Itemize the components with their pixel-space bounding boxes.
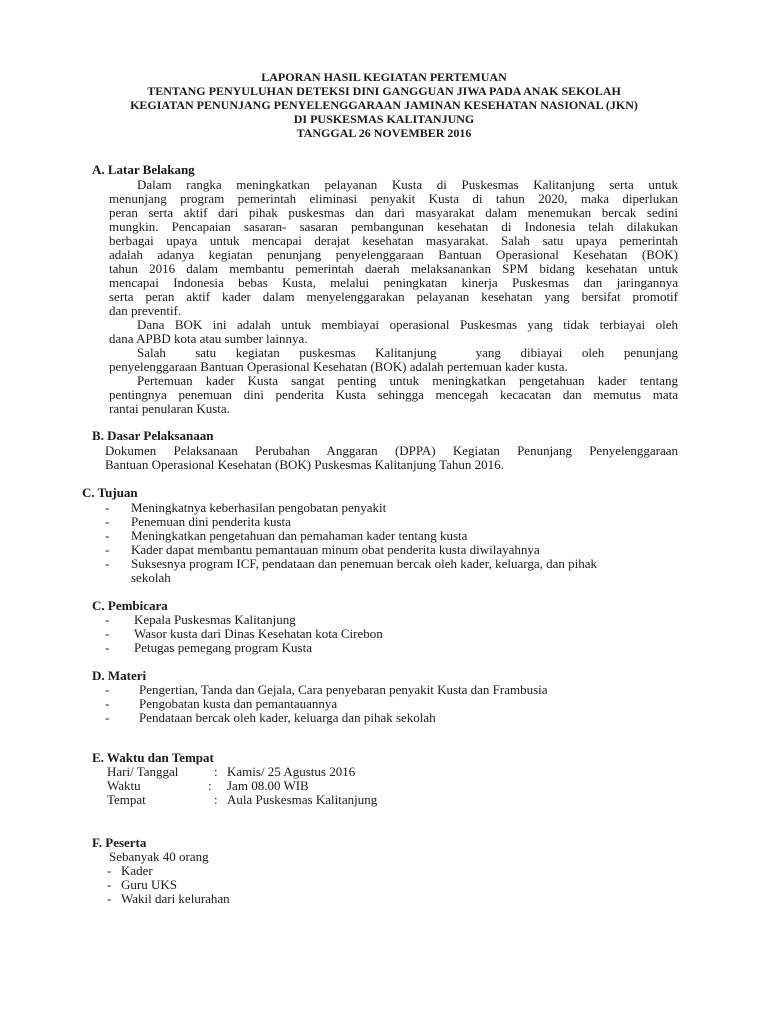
list-item-text: Pendataan bercak oleh kader, keluarga dan pihak sekolah	[139, 710, 436, 725]
dash-bullet: -	[107, 877, 112, 892]
list-item-text: Pengertian, Tanda dan Gejala, Cara penyebaran penyakit Kusta dan Frambusia	[139, 682, 548, 697]
section-waktu-tempat	[0, 751, 768, 807]
dash-bullet: -	[105, 556, 110, 571]
text-line: Salah satu kegiatan puskesmas Kalitanjung yang dibiayai oleh penunjang	[137, 345, 678, 360]
list-item	[0, 529, 768, 543]
peserta-list	[0, 864, 768, 906]
title-line-4: DI PUSKESMAS KALITANJUNG	[293, 112, 475, 126]
title-line-5: TANGGAL 26 NOVEMBER 2016	[296, 126, 472, 140]
list-item	[0, 892, 768, 906]
section-latar-belakang	[0, 163, 768, 177]
text-line: Dokumen Pelaksanaan Perubahan Anggaran (DPPA) Kegiatan Penunjang Penyelenggaraan	[105, 443, 678, 458]
info-separator: :	[214, 792, 218, 807]
info-value: Jam 08.00 WIB	[227, 778, 309, 793]
list-item	[0, 641, 768, 655]
latar-paragraph-2	[109, 318, 678, 346]
text-line: adalah adanya kegiatan penunjang penyelenggaraan Bantuan Operasional Kesehatan (BOK)	[109, 247, 678, 262]
text-line: serta peran aktif kader dalam menyelenggarakan pelayanan kesehatan yang bersifat promotif	[109, 289, 678, 304]
info-separator: :	[214, 764, 218, 779]
list-item	[0, 697, 768, 711]
text-line: Dalam rangka meningkatkan pelayanan Kusta di Puskesmas Kalitanjung serta untuk	[137, 177, 678, 192]
text-line: Dana BOK ini adalah untuk membiayai operasional Puskesmas yang tidak terbiayai oleh	[137, 317, 678, 332]
info-row	[0, 779, 768, 793]
dash-bullet: -	[105, 696, 110, 711]
pembicara-list	[0, 613, 768, 655]
list-item-text: Wasor kusta dari Dinas Kesehatan kota Cirebon	[134, 626, 383, 641]
list-item	[0, 543, 768, 557]
section-heading: E. Waktu dan Tempat	[92, 750, 214, 765]
title-line-3: KEGIATAN PENUNJANG PENYELENGGARAAN JAMINAN KESEHATAN NASIONAL (JKN)	[130, 98, 638, 112]
section-heading: C. Tujuan	[82, 485, 138, 500]
text-line: Pertemuan kader Kusta sangat penting untuk meningkatkan pengetahuan kader tentang	[137, 373, 678, 388]
info-row	[0, 765, 768, 779]
info-label: Waktu	[107, 778, 141, 793]
text-line: penyelenggaraan Bantuan Operasional Kesehatan (BOK) adalah pertemuan kader kusta.	[109, 359, 568, 374]
info-value: Aula Puskesmas Kalitanjung	[227, 792, 378, 807]
list-item	[0, 878, 768, 892]
dash-bullet: -	[105, 542, 110, 557]
latar-paragraph-1	[109, 178, 678, 318]
list-item-text: Petugas pemegang program Kusta	[134, 640, 312, 655]
list-item-text: Wakil dari kelurahan	[121, 891, 230, 906]
text-line: dan preventif.	[109, 303, 182, 318]
info-row	[0, 793, 768, 807]
list-item	[0, 557, 768, 571]
section-heading: B. Dasar Pelaksanaan	[92, 428, 214, 443]
dash-bullet: -	[105, 612, 110, 627]
section-heading: D. Materi	[92, 668, 147, 683]
title-line-2: TENTANG PENYULUHAN DETEKSI DINI GANGGUAN JIWA PADA ANAK SEKOLAH	[147, 84, 621, 98]
text-line: tahun 2016 dalam membantu pemerintah daerah melaksanankan SPM bidang kesehatan untuk	[109, 261, 678, 276]
list-item-text: Kepala Puskesmas Kalitanjung	[134, 612, 296, 627]
text-line: pentingnya penemuan dini penderita Kusta sehingga mencegah kecacatan dan memutus mata	[109, 387, 678, 402]
dash-bullet: -	[107, 863, 112, 878]
list-item-text: Suksesnya program ICF, pendataan dan penemuan bercak oleh kader, keluarga, dan pihak	[131, 556, 598, 571]
text-line: peran serta aktif dari pihak puskesmas dan dari masyarakat dalam menemukan bercak sedini	[109, 205, 678, 220]
list-item	[0, 711, 768, 725]
list-item	[0, 627, 768, 641]
text-line: menunjang program pemerintah eliminasi penyakit Kusta di tahun 2020, maka diperlukan	[109, 191, 678, 206]
section-heading: C. Pembicara	[92, 598, 168, 613]
section-heading: F. Peserta	[92, 835, 147, 850]
latar-paragraph-4	[109, 374, 678, 416]
dash-bullet: -	[105, 626, 110, 641]
info-value: Kamis/ 25 Agustus 2016	[227, 764, 356, 779]
list-item-text: Guru UKS	[121, 877, 177, 892]
list-item-text: Penemuan dini penderita kusta	[131, 514, 291, 529]
dash-bullet: -	[105, 500, 110, 515]
text-line: Bantuan Operasional Kesehatan (BOK) Puskesmas Kalitanjung Tahun 2016.	[105, 457, 504, 472]
list-item-text: Meningkatkan pengetahuan dan pemahaman kader tentang kusta	[131, 528, 468, 543]
materi-list	[0, 683, 768, 725]
report-title	[0, 70, 768, 140]
dash-bullet: -	[105, 514, 110, 529]
text-line: mencapai Indonesia bebas Kusta, melalui peningkatan kinerja Puskesmas dan jaringannya	[109, 275, 678, 290]
section-materi	[0, 669, 768, 725]
list-item-text: Kader	[121, 863, 153, 878]
text-line: dana APBD kota atau sumber lainnya.	[109, 331, 308, 346]
dash-bullet: -	[105, 640, 110, 655]
dash-bullet: -	[107, 891, 112, 906]
section-dasar-pelaksanaan	[0, 429, 768, 443]
dasar-paragraph	[105, 444, 678, 472]
list-item-text: Kader dapat membantu pemantauan minum obat penderita kusta diwilayahnya	[131, 542, 540, 557]
latar-paragraph-3	[109, 346, 678, 374]
section-tujuan	[0, 486, 768, 585]
info-separator: :	[208, 778, 212, 793]
text-line: berbagai upaya untuk mencapai derajat kesehatan masyarakat. Salah satu upaya pemerintah	[109, 233, 678, 248]
list-item-text: Pengobatan kusta dan pemantauannya	[139, 696, 338, 711]
dash-bullet: -	[105, 710, 110, 725]
title-line-1: LAPORAN HASIL KEGIATAN PERTEMUAN	[261, 70, 507, 84]
section-heading: A. Latar Belakang	[92, 162, 195, 177]
section-peserta	[0, 836, 768, 906]
text-line: rantai penularan Kusta.	[109, 401, 230, 416]
list-item-text: Meningkatnya keberhasilan pengobatan penyakit	[131, 500, 387, 515]
list-item-continuation: sekolah	[131, 570, 171, 585]
dash-bullet: -	[105, 528, 110, 543]
peserta-count: Sebanyak 40 orang	[109, 849, 209, 864]
dash-bullet: -	[105, 682, 110, 697]
list-item	[0, 515, 768, 529]
list-item	[0, 864, 768, 878]
text-line: mungkin. Pencapaian sasaran- sasaran pembangunan kesehatan di Indonesia telah dilakukan	[109, 219, 678, 234]
info-label: Tempat	[107, 792, 146, 807]
info-label: Hari/ Tanggal	[107, 764, 179, 779]
list-item	[0, 613, 768, 627]
section-pembicara	[0, 599, 768, 655]
tujuan-list	[0, 501, 768, 585]
list-item	[0, 501, 768, 515]
list-item	[0, 683, 768, 697]
